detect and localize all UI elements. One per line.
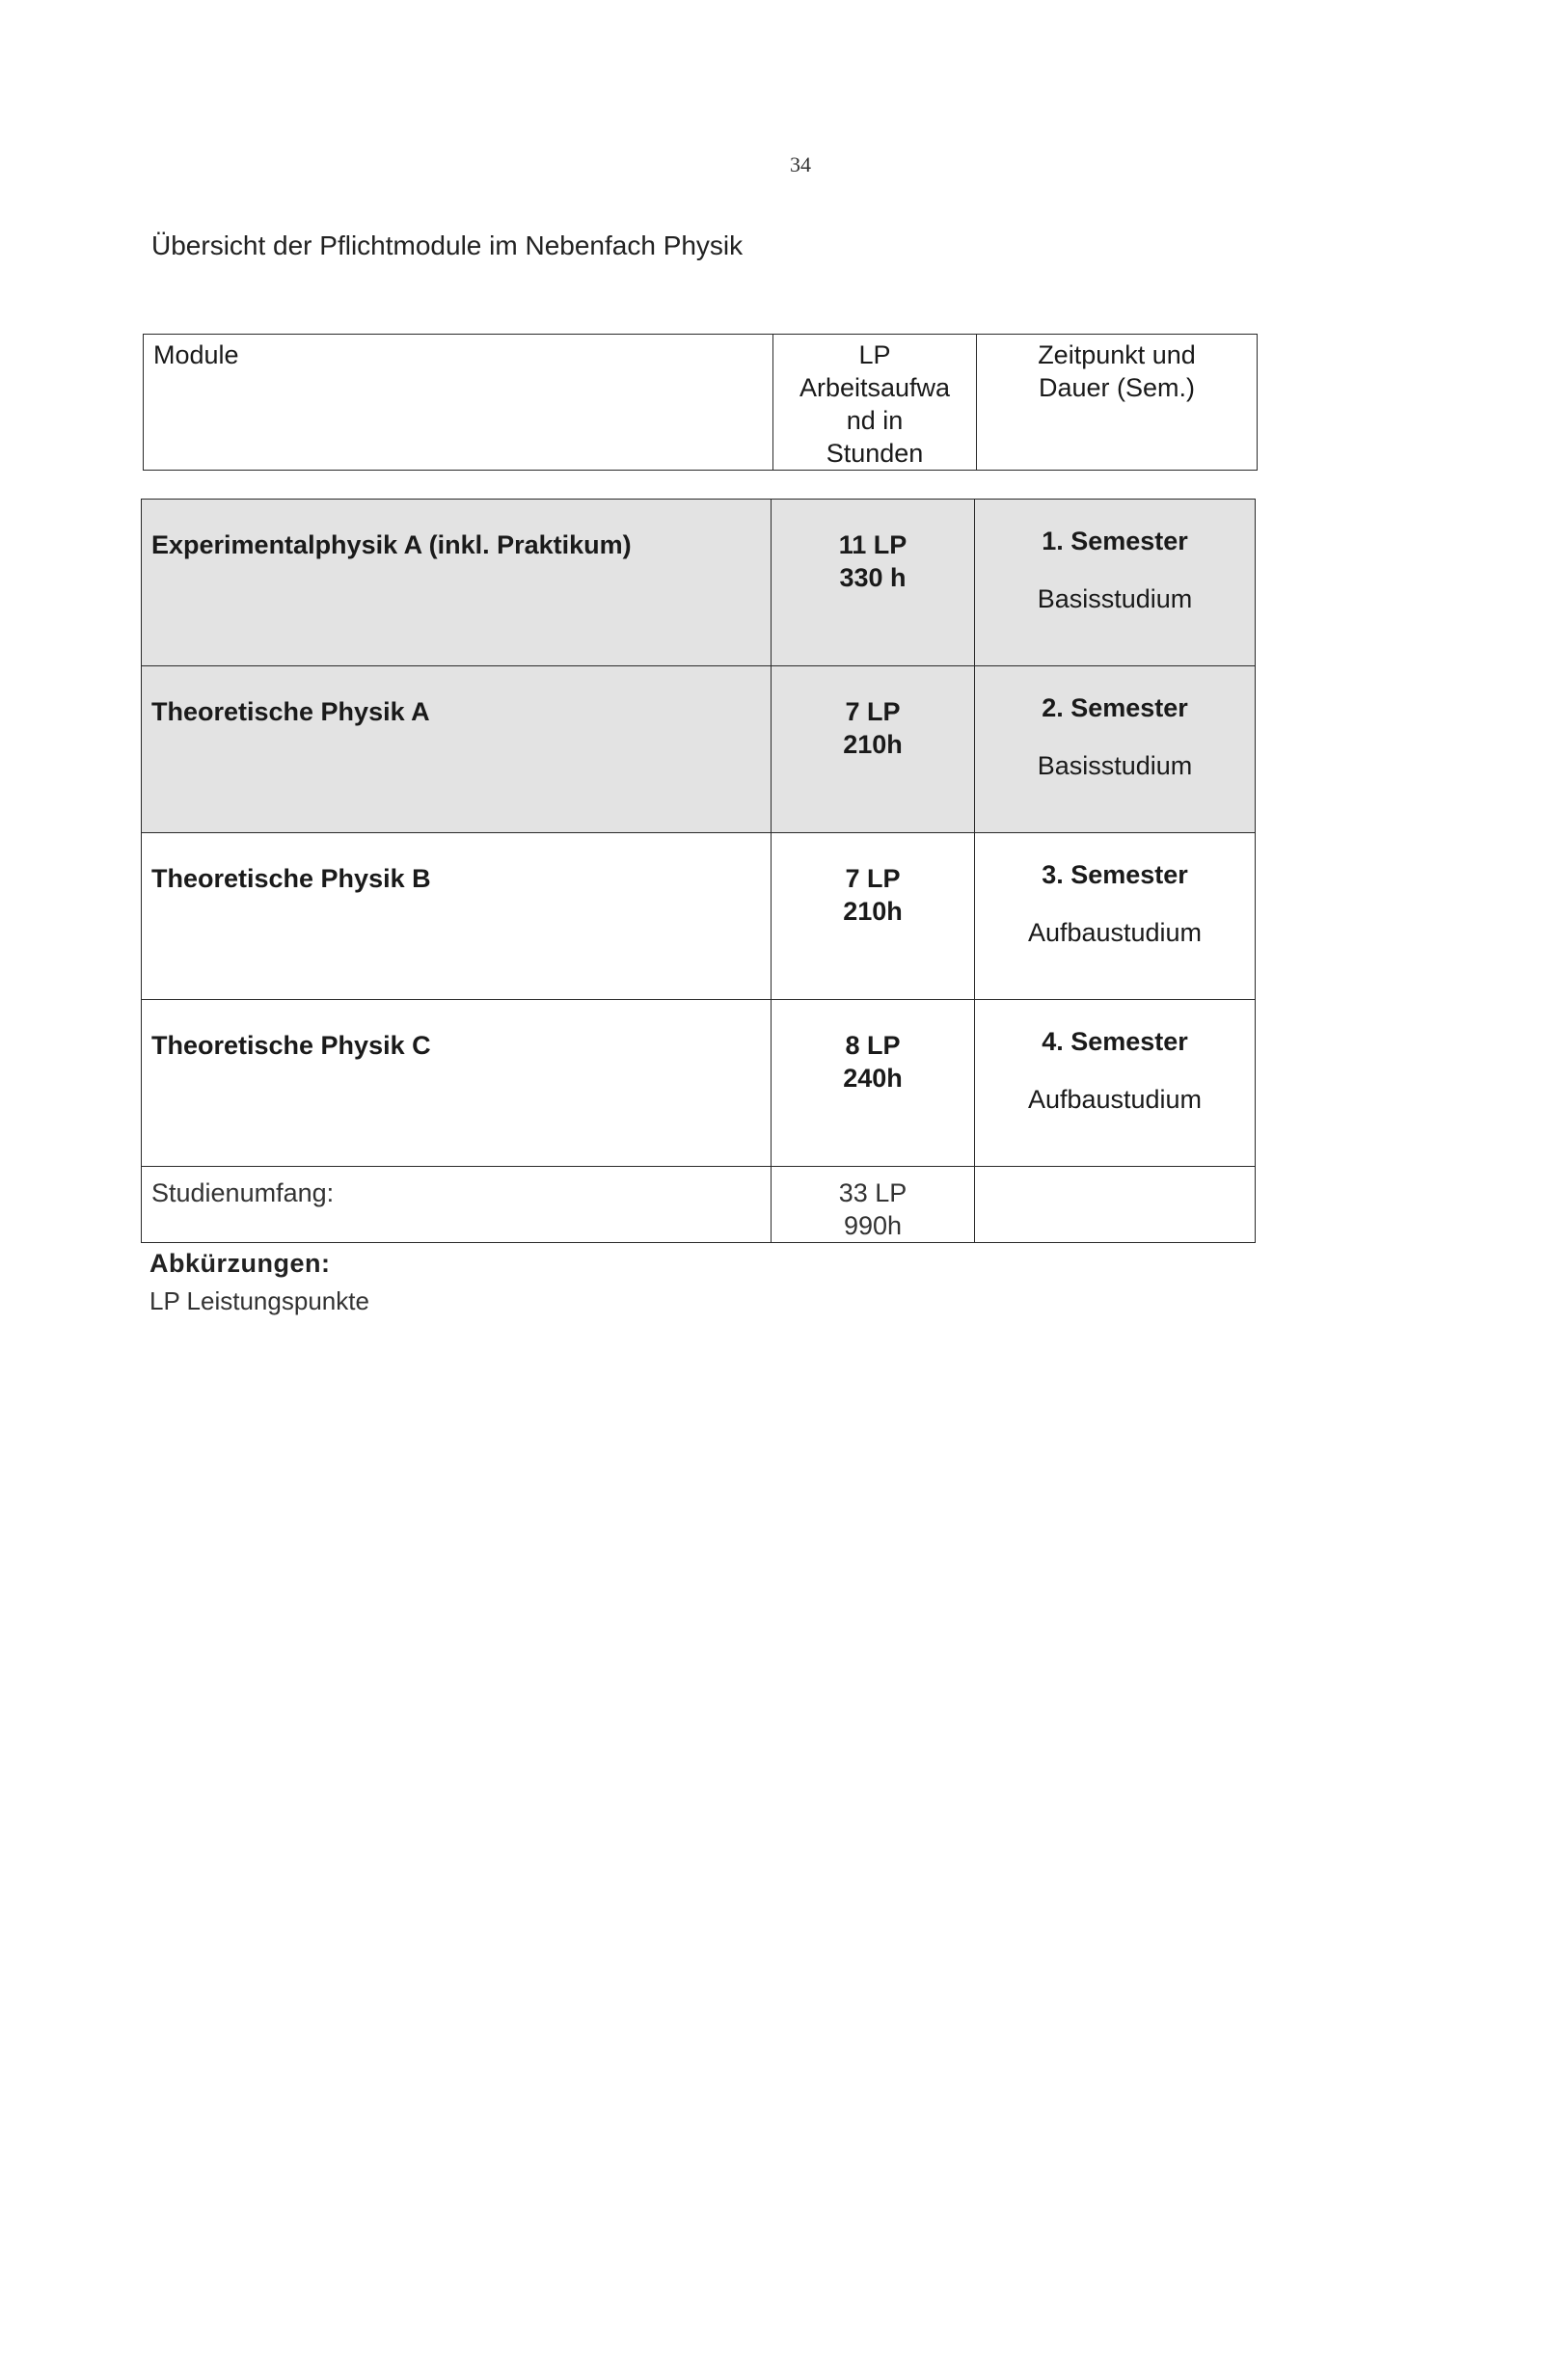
header-lp-line: Arbeitsaufwa [799,373,951,402]
total-label: Studienumfang: [151,1178,335,1207]
total-lp: 33 LP [838,1178,907,1207]
module-phase: Aufbaustudium [1027,918,1203,947]
module-name: Theoretische Physik A [151,697,430,726]
table-row [142,833,1256,1000]
module-hours: 330 h [839,563,907,592]
header-time-line: Dauer (Sem.) [1038,373,1196,402]
header-time [977,335,1258,471]
header-time-line: Zeitpunkt und [1038,340,1196,369]
table-row [142,1000,1256,1167]
header-module [144,335,773,471]
module-name: Experimentalphysik A (inkl. Praktikum) [151,530,632,559]
page-number: 34 [790,152,811,176]
module-phase: Basisstudium [1037,751,1193,780]
module-lp: 7 LP [845,697,901,726]
header-module-label: Module [153,340,239,369]
module-name: Theoretische Physik C [151,1031,431,1060]
header-lp [773,335,977,471]
module-hours: 240h [843,1064,903,1093]
module-lp: 11 LP [838,530,907,559]
header-lp-line: Stunden [826,439,924,468]
header-table [143,334,1258,471]
module-lp: 7 LP [845,864,901,893]
header-lp-line: nd in [846,406,904,435]
abbreviations-title: Abkürzungen: [149,1249,331,1278]
module-phase: Aufbaustudium [1027,1085,1203,1114]
module-hours: 210h [843,730,903,759]
module-semester: 2. Semester [1042,693,1188,722]
modules-table [141,499,1256,1243]
module-semester: 1. Semester [1042,527,1188,555]
header-lp-line: LP [858,340,891,369]
module-phase: Basisstudium [1037,584,1193,613]
module-name: Theoretische Physik B [151,864,431,893]
total-empty-cell [975,1167,1256,1243]
abbreviation-item: LP Leistungspunkte [149,1286,369,1315]
module-semester: 4. Semester [1042,1027,1188,1056]
table-row [142,500,1256,666]
total-hours: 990h [843,1211,903,1240]
document-title: Übersicht der Pflichtmodule im Nebenfach Physik [151,230,744,260]
module-hours: 210h [843,897,903,926]
table-row [142,666,1256,833]
total-row [142,1167,1256,1243]
module-lp: 8 LP [845,1031,901,1060]
module-semester: 3. Semester [1042,860,1188,889]
